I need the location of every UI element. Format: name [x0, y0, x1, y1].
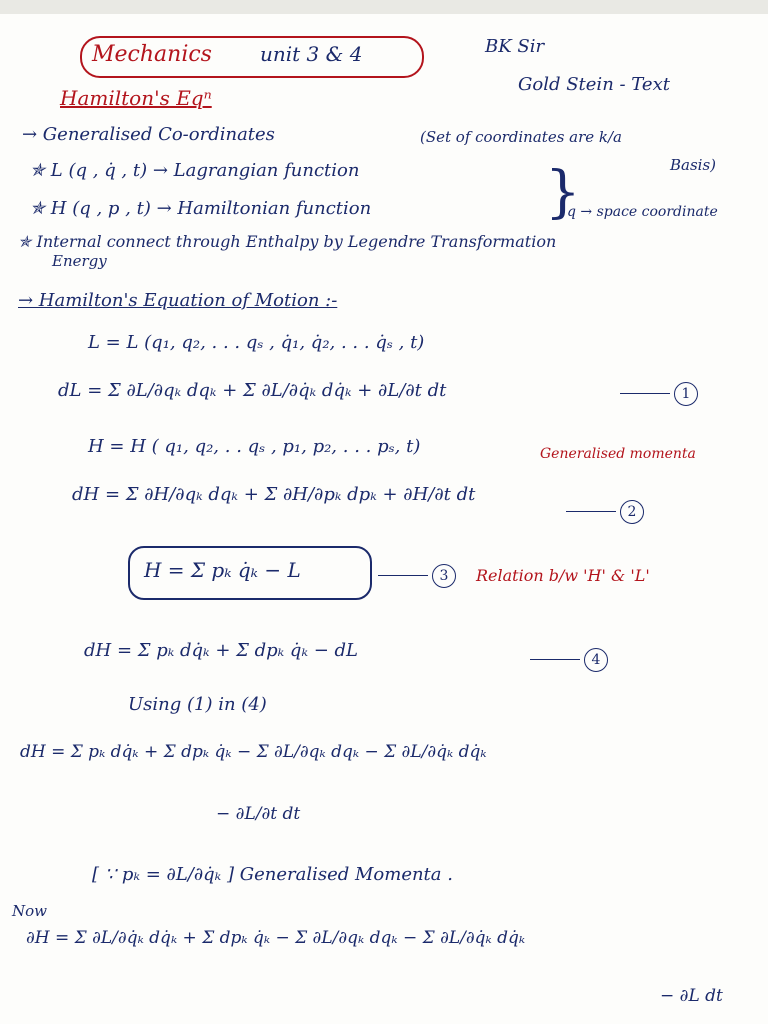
coordinates-note: (Set of coordinates are k/a [420, 128, 623, 146]
eq2-marker: 2 [566, 500, 644, 524]
page-top-edge [0, 0, 768, 14]
generalised-momenta-note: Generalised momenta [540, 446, 696, 462]
unit-label: unit 3 & 4 [260, 42, 363, 66]
section-title: Hamilton's Eqⁿ [60, 86, 212, 110]
basis-note: Basis) [670, 156, 717, 174]
dH-equation: dH = Σ ∂H/∂qₖ dqₖ + Σ ∂H/∂pₖ dpₖ + ∂H/∂t dt [72, 484, 476, 505]
lagrangian-line: ✯ L (q , q̇ , t) → Lagrangian function [30, 160, 360, 181]
generalised-coordinates: → Generalised Co-ordinates [22, 124, 275, 145]
eq4-marker: 4 [530, 648, 608, 672]
using-note: Using (1) in (4) [128, 694, 267, 715]
dH-fourth-form: ∂H = Σ ∂L/∂q̇ₖ dq̇ₖ + Σ dpₖ q̇ₖ − Σ ∂L/∂qₖ dqₖ − Σ ∂L/∂q̇ₖ dq̇ₖ [26, 928, 526, 948]
dH-fourth-form-tail: − ∂L dt [660, 986, 723, 1006]
dH-third-form: dH = Σ pₖ dq̇ₖ + Σ dpₖ q̇ₖ − Σ ∂L/∂qₖ dqₖ − Σ ∂L/∂q̇ₖ dq̇ₖ [20, 742, 487, 762]
lagrangian-definition: L = L (q₁, q₂, . . . qₛ , q̇₁, q̇₂, . . . q̇ₛ , t) [88, 332, 425, 353]
relation-note: Relation b/w 'H' & 'L' [476, 566, 650, 585]
momenta-definition: [ ∵ pₖ = ∂L/∂q̇ₖ ] Generalised Momenta . [92, 864, 453, 885]
eq3-marker: 3 [378, 564, 456, 588]
eq1-marker: 1 [620, 382, 698, 406]
teacher-name: BK Sir [485, 36, 545, 57]
subject-title: Mechanics [92, 42, 212, 67]
curly-brace: } [545, 160, 581, 225]
q-space-note: q → space coordinate [567, 204, 718, 220]
energy-word: Energy [52, 252, 107, 270]
dH-third-form-tail: − ∂L/∂t dt [216, 804, 301, 824]
now-label: Now [12, 902, 47, 920]
hamiltonian-definition: H = H ( q₁, q₂, . . qₛ , p₁, p₂, . . . pₛ, t) [88, 436, 421, 457]
dH-second-form: dH = Σ pₖ dq̇ₖ + Σ dpₖ q̇ₖ − dL [84, 640, 359, 661]
textbook-name: Gold Stein - Text [518, 74, 670, 95]
dL-equation: dL = Σ ∂L/∂qₖ dqₖ + Σ ∂L/∂q̇ₖ dq̇ₖ + ∂L/∂t dt [58, 380, 447, 401]
equation-of-motion-heading: → Hamilton's Equation of Motion :- [18, 290, 338, 311]
internal-energy-line: ✯ Internal connect through Enthalpy by Legendre Transformation [18, 232, 557, 251]
H-relation: H = Σ pₖ q̇ₖ − L [144, 558, 301, 582]
hamiltonian-line: ✯ H (q , p , t) → Hamiltonian function [30, 198, 372, 219]
